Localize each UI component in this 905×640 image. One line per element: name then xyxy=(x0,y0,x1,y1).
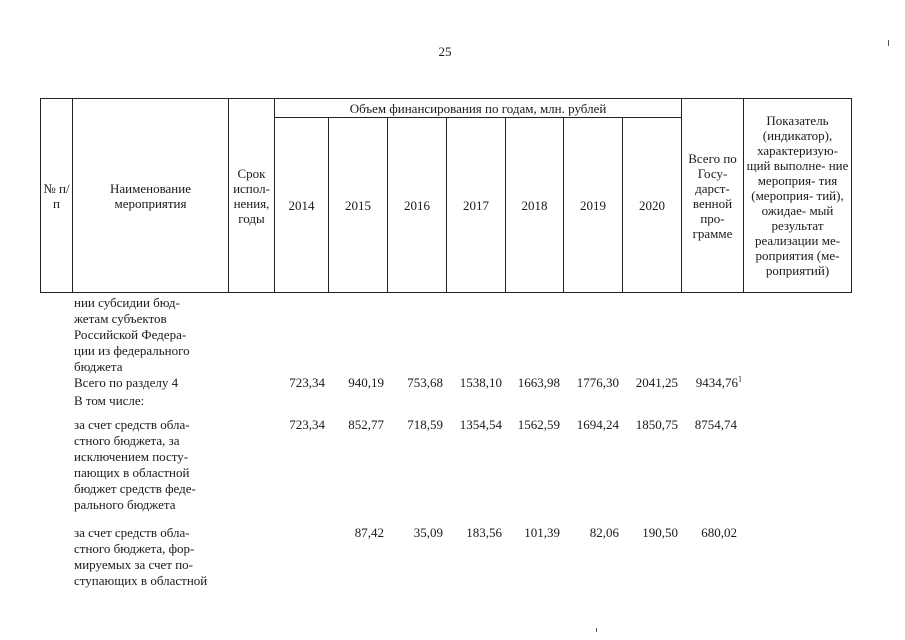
value-total: 8754,74 xyxy=(694,417,737,432)
name-line: ции из федерального xyxy=(74,343,190,358)
value-2018: 1562,59 xyxy=(517,417,560,432)
row-name: В том числе: xyxy=(74,393,145,408)
value-total: 680,02 xyxy=(701,525,737,540)
name-line: бюджета xyxy=(74,359,123,374)
name-line: исключением посту- xyxy=(74,449,189,464)
name-line: стного бюджета, фор- xyxy=(74,541,195,556)
value-2020: 2041,25 xyxy=(635,375,678,390)
row-name xyxy=(74,295,266,375)
value-2019: 1694,24 xyxy=(576,417,619,432)
header-year: 2016 xyxy=(388,118,447,293)
value-2015: 87,42 xyxy=(354,525,384,540)
name-line: стного бюджета, за xyxy=(74,433,180,448)
name-line: нии субсидии бюд- xyxy=(74,295,180,310)
header-num: № п/п xyxy=(41,99,73,293)
table-body xyxy=(40,295,860,595)
row-name xyxy=(74,417,266,513)
value-2016: 718,59 xyxy=(407,417,443,432)
value-2020: 190,50 xyxy=(642,525,678,540)
scan-mark xyxy=(888,40,889,46)
page-number: 25 xyxy=(438,44,452,59)
table-row xyxy=(40,525,860,595)
header-term: Срок испол- нения, годы xyxy=(229,99,275,293)
value-2018: 101,39 xyxy=(524,525,560,540)
name-line: Российской Федера- xyxy=(74,327,187,342)
value-2019: 82,06 xyxy=(589,525,619,540)
name-line: за счет средств обла- xyxy=(74,525,190,540)
value-2020: 1850,75 xyxy=(635,417,678,432)
value-2017: 1354,54 xyxy=(459,417,502,432)
name-line: пающих в областной xyxy=(74,465,190,480)
name-line: рального бюджета xyxy=(74,497,176,512)
footnote-marker: 1 xyxy=(738,374,742,384)
table-row xyxy=(40,295,860,375)
header-year: 2019 xyxy=(564,118,623,293)
row-name xyxy=(74,525,266,589)
header-year: 2018 xyxy=(506,118,564,293)
name-line: бюджет средств феде- xyxy=(74,481,196,496)
header-year: 2017 xyxy=(447,118,506,293)
scan-mark xyxy=(596,628,597,632)
name-line: жетам субъектов xyxy=(74,311,167,326)
header-year: 2015 xyxy=(329,118,388,293)
name-line: ступающих в областной xyxy=(74,573,208,588)
header-funding: Объем финансирования по годам, млн. рублей xyxy=(275,99,682,118)
header-name: Наименование мероприятия xyxy=(73,99,229,293)
table-row xyxy=(40,393,860,417)
row-name: Всего по разделу 4 xyxy=(74,375,179,390)
value-2015: 852,77 xyxy=(348,417,384,432)
value-total xyxy=(696,375,742,391)
header-year: 2014 xyxy=(275,118,329,293)
value-2016: 753,68 xyxy=(407,375,443,390)
total-number: 9434,76 xyxy=(695,375,738,390)
value-2017: 1538,10 xyxy=(459,375,502,390)
header-indicator: Показатель (индикатор), характеризую- щий выполне- ние мероприя- тия (мероприя- тий), ожидае- мый результат реализации ме- роприятия (ме- роприятий) xyxy=(744,99,852,293)
header-year: 2020 xyxy=(623,118,682,293)
value-2019: 1776,30 xyxy=(576,375,619,390)
value-2014: 723,34 xyxy=(289,375,325,390)
name-line: за счет средств обла- xyxy=(74,417,190,432)
table-row xyxy=(40,417,860,525)
value-2018: 1663,98 xyxy=(517,375,560,390)
value-2017: 183,56 xyxy=(466,525,502,540)
table-header xyxy=(40,98,852,293)
value-2015: 940,19 xyxy=(348,375,384,390)
value-2016: 35,09 xyxy=(413,525,443,540)
value-2014: 723,34 xyxy=(289,417,325,432)
header-total: Всего по Госу- дарст- венной про- грамме xyxy=(682,99,744,293)
name-line: мируемых за счет по- xyxy=(74,557,194,572)
table-row xyxy=(40,375,860,393)
